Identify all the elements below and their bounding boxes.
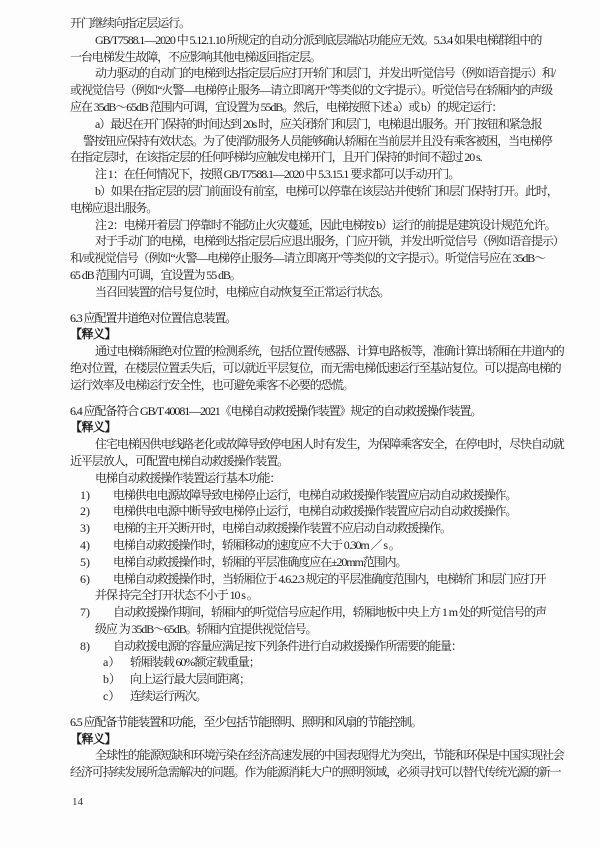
list-text: 自动救援操作期间，轿厢内的听觉信号应起作用，轿厢地板中央上方 1 m 处的听觉信号的声 [113,605,547,620]
text-line [80,554,550,571]
list-text: 电梯自动救援操作时，轿厢的平层准确度应在±20mm范围内。 [113,554,407,569]
list-marker: 2) [80,504,90,519]
text-line [103,688,550,705]
text-line: 动力驱动的自动门的电梯到达指定层后应打开轿门和层门，并发出听觉信号（例如语音提示）和/ [95,66,556,81]
list-marker: 4) [80,537,90,552]
text-line: 6.5 应配备节能装置和功能，至少包括节能照明、照明和风扇的节能控制。 [70,714,422,729]
text-line: 全球性的能源短缺和环境污染在经济高速发展的中国表现得尤为突出，节能和环保是中国实现社会 [95,748,564,763]
list-marker: c） [103,689,121,704]
list-text: 轿厢装载 60%额定载重量； [130,655,260,670]
text-line: 【释义】 [70,420,117,435]
text-line: 6.4 应配备符合 GB/T 40081—2021《电梯自动救援操作装置》规定的自动救援操作装置。 [70,403,482,418]
text-line: 【释义】 [70,731,117,746]
text-line: 电梯应退出服务。 [70,200,158,215]
text-line: b）如果在指定层的层门前面设有前室，电梯可以停靠在该层站并使轿门和层门保持打开。此时， [95,183,558,198]
document-body [70,15,564,781]
list-text: 自动救援电源的容量应满足按下列条件进行自动救援操作所需要的能量： [113,638,462,653]
text-line: 近平层放人，可配置电梯自动救援操作装置。 [70,453,289,468]
list-marker: 7) [80,605,90,620]
text-line: 级应 为 35dB～65dB。轿厢内宜提供视觉信号。 [95,621,317,636]
list-marker: 3) [80,521,90,536]
text-line: 电梯自动救援操作装置运行基本功能： [95,470,281,485]
text-line: 绝对位置，在楼层位置丢失后，可以就近平层复位，而无需电梯低速运行至基站复位。可以提高电梯的 [70,360,561,375]
list-text: 电梯自动救援操作时，轿厢移动的速度应不大于 0.30m ／ s 。 [113,537,400,552]
text-line: 一台电梯发生故障，不应影响其他电梯返回指定层。 [70,49,321,64]
list-text: 电梯供电电源故障导致电梯停止运行，电梯自动救援操作装置应启动自动救援操作。 [113,487,517,502]
text-line: 或视觉信号（例如“火警—电梯停止服务—请立即离开”等类似的文字提示）。听觉信号在轿厢内的声级 [70,83,553,98]
list-text: 电梯自动救援操作时，当轿厢位于 4.6.2.3 规定的平层准确度范围内，电梯轿门和层门应打开 [113,571,546,586]
text-line [80,604,550,621]
text-line: 并保 持完全打开状态不小于 10 s 。 [95,588,258,603]
text-line: 开门继续向指定层运行。 [70,16,190,30]
text-line [80,520,550,537]
text-line: 当召回装置的信号复位时，电梯应自动恢复至正常运行状态。 [95,284,390,299]
text-line: 在指定层时，在该指定层的任何呼梯均应触发电梯开门，且开门保持的时间不超过 20 s. [70,150,482,165]
text-line: 经济可持续发展所急需解决的问题。作为能源消耗大户的照明领域，必须寻找可以替代传统光源的新一 [70,765,561,780]
text-line: 应在 35dB～65dB 范围内可调，宜设置为 55dB。然后，电梯按照下述 a）或 b）的规定运行： [70,99,503,114]
text-line: 警按钮应保持有效状态。为了使消防服务人员能够确认轿厢在当前层并且没有乘客被困，当电梯停 [83,133,552,148]
text-line: 注 2：电梯开着层门停靠时不能防止火灾蔓延，因此电梯按 b）运行的前提是建筑设计规范允许。 [95,217,556,232]
text-line: 住宅电梯因供电线路老化或故障导致停电困人时有发生，为保障乘客安全，在停电时，尽快自动就 [95,437,564,452]
text-line: 对于手动门的电梯，电梯到达指定层后应退出服务，门应开锁，并发出听觉信号（例如语音提示） [95,234,564,249]
list-marker: 8) [80,638,90,653]
list-text: 连续运行两次。 [130,689,207,704]
text-line: a）最迟在开门保持的时间达到 20s 时，应关闭轿门和层门，电梯退出服务。开门按钮和紧急报 [95,116,542,131]
text-line [103,671,550,688]
text-line [80,571,550,588]
text-line [80,537,550,554]
text-line [103,654,550,671]
text-line [80,503,550,520]
list-marker: 6) [80,571,90,586]
text-line: 通过电梯轿厢绝对位置的检测系统，包括位置传感器、计算电路板等，准确计算出轿厢在井道内的 [95,344,564,359]
list-text: 向上运行最大层间距离； [130,672,250,687]
text-line: 注 1：在任何情况下，按照 GB/T7588.1—2020 中 5.3.15.1 要求都可以手动开门。 [95,167,460,182]
list-text: 电梯供电电源中断导致电梯停止运行，电梯自动救援操作装置应启动自动救援操作。 [113,504,517,519]
text-line: 和/或视觉信号（例如“火警—电梯停止服务—请立即离开”等类似的文字提示）。听觉信号应在 35dB～ [70,251,546,266]
text-line: 6.3 应配置井道绝对位置信息装置。 [70,310,237,325]
text-line [80,487,550,504]
text-line: 【释义】 [70,327,117,342]
list-text: 电梯的主开关断开时，电梯自动救援操作装置不应启动自动救援操作。 [113,521,451,536]
list-marker: b） [103,672,122,687]
text-line: 运行效率及电梯运行安全性，也可避免乘客不必要的恐慌。 [70,377,354,392]
list-marker: 5) [80,554,90,569]
page-number: 14 [72,796,83,809]
text-line: 65 dB 范围内可调，宜设置为 55 dB。 [70,267,241,282]
list-marker: 1) [80,487,90,502]
text-line [80,638,550,655]
text-line: GB/T7588.1—2020 中 5.12.1.10 所规定的自动分派到底层端站功能应无效。5.3.4 如果电梯群组中的 [95,32,542,47]
list-marker: a） [103,655,121,670]
